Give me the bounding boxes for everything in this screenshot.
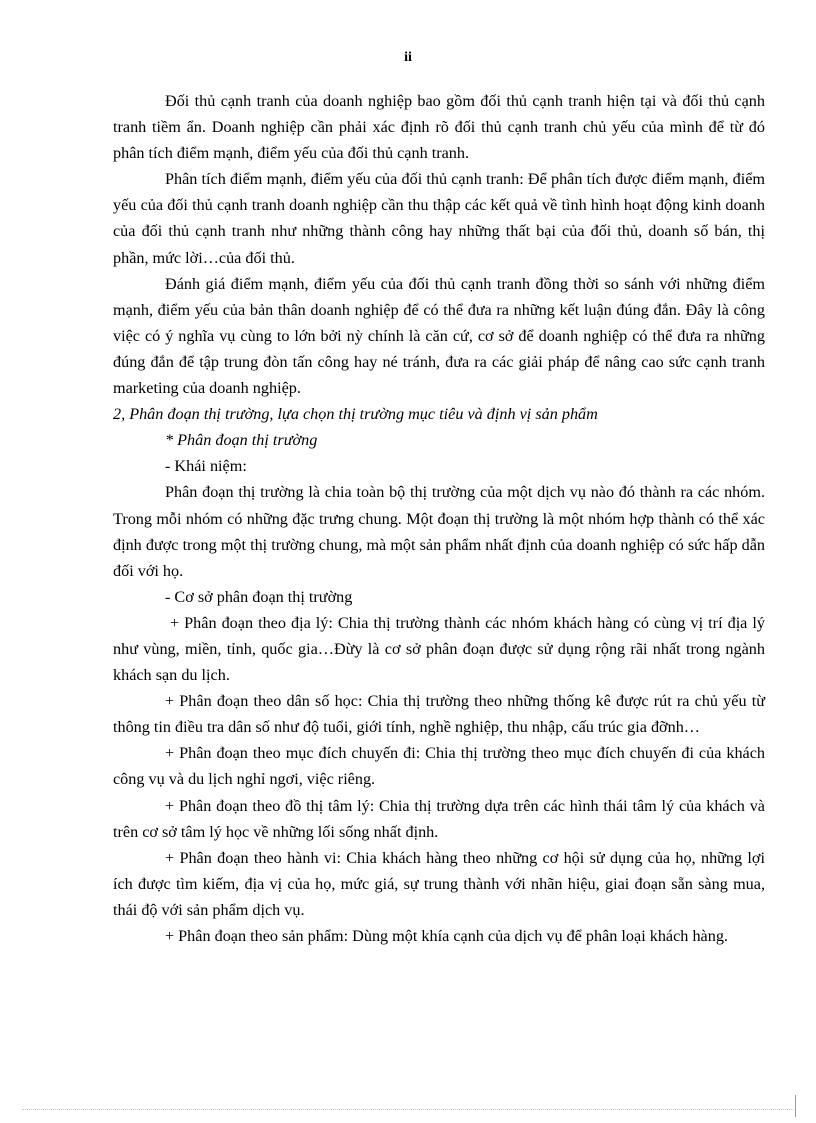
basis-item-psychographic: + Phân đoạn theo đồ thị tâm lý: Chia thị trường dựa trên các hình thái tâm lý của khách và trên cơ sở tâm lý học về những lối sống nhất định.: [113, 796, 765, 841]
paragraph-strength-analysis: Phân tích điểm mạnh, điểm yếu của đối thủ cạnh tranh: Để phân tích được điểm mạnh, điểm yếu của đối thủ cạnh tranh doanh nghiệp cần thu thập các kết quả về tình hình hoạt động kinh doanh của đối thủ cạnh tranh như những thành công hay những thất bại của đối thủ, doanh số bán, thị phần, mức lời…của đối thủ.: [113, 170, 765, 267]
basis-label: - Cơ sở phân đoạn thị trường: [165, 587, 353, 606]
basis-item-product: + Phân đoạn theo sản phẩm: Dùng một khía cạnh của dịch vụ để phân loại khách hàng.: [165, 927, 728, 945]
page-content: [113, 88, 765, 949]
paragraph-concept: Phân đoạn thị trường là chia toàn bộ thị trường của một dịch vụ nào đó thành ra các nhóm. Trong mỗi nhóm có những đặc trưng chung. Một đoạn thị trường là một nhóm hợp thành có thể xác định được trong một thị trường chung, mà một sản phẩm nhất định của doanh nghiệp có sức hấp dẫn đối với họ.: [113, 483, 765, 580]
concept-label: - Khái niệm:: [165, 457, 247, 476]
basis-item-behavior: + Phân đoạn theo hành vi: Chia khách hàng theo những cơ hội sử dụng của họ, những lợi ích được tìm kiếm, địa vị của họ, mức giá, sự trung thành với nhãn hiệu, giai đoạn sẵn sàng mua, thái độ với sản phẩm dịch vụ.: [113, 848, 765, 919]
paragraph-strength-evaluation: Đánh giá điểm mạnh, điểm yếu của đối thủ cạnh tranh đồng thời so sánh với những điểm mạnh, điểm yếu của bản thân doanh nghiệp để có thể đưa ra những kết luận đúng đắn. Đây là công việc có ý nghĩa vụ cùng to lớn bởi nỳ chính là căn cứ, cơ sở để doanh nghiệp có thể đưa ra những đúng đắn để tập trung đòn tấn công hay né tránh, đưa ra các giải pháp để nâng cao sức cạnh tranh marketing của doanh nghiệp.: [113, 274, 765, 398]
section-heading-segmentation: 2, Phân đoạn thị trường, lựa chọn thị trường mục tiêu và định vị sản phẩm: [113, 405, 598, 424]
page-number: ii: [404, 50, 412, 65]
page-bottom-divider: [22, 1109, 794, 1110]
page-corner-mark: [795, 1095, 796, 1117]
paragraph-competitors: Đối thủ cạnh tranh của doanh nghiệp bao gồm đối thủ cạnh tranh hiện tại và đối thủ cạnh tranh tiềm ẩn. Doanh nghiệp cần phải xác định rõ đối thủ cạnh tranh chủ yếu của mình để từ đó phân tích điểm mạnh, điểm yếu của đối thủ cạnh tranh.: [113, 92, 765, 163]
basis-item-trip-purpose: + Phân đoạn theo mục đích chuyến đi: Chia thị trường theo mục đích chuyến đi của khách công vụ và du lịch nghỉ ngơi, việc riêng.: [113, 744, 765, 789]
subheading-market-segmentation: * Phân đoạn thị trường: [165, 431, 318, 450]
basis-item-demographic: + Phân đoạn theo dân số học: Chia thị trường theo những thống kê được rút ra chủ yếu từ thông tin điều tra dân số như độ tuổi, giới tính, nghề nghiệp, thu nhập, cấu trúc gia đỡnh…: [113, 692, 765, 737]
basis-item-geographic: + Phân đoạn theo địa lý: Chia thị trường thành các nhóm khách hàng có cùng vị trí địa lý như vùng, miền, tỉnh, quốc gia…Đừy là cơ sở phân đoạn được sử dụng rộng rãi nhất trong ngành khách sạn du lịch.: [113, 613, 765, 685]
